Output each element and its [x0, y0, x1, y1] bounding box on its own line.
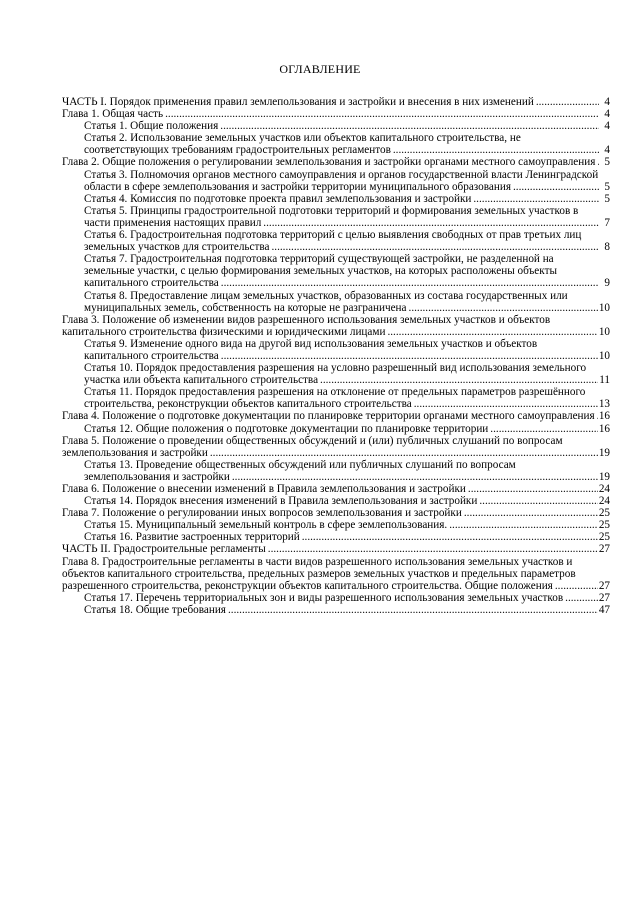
- toc-entry-part[interactable]: [62, 96, 610, 108]
- toc-entry-article[interactable]: [62, 495, 610, 507]
- toc-entry-text: Статья 5. Принципы градостроительной подготовки территорий и формирования земельных участков в части применения настоящих правил .....: [84, 205, 599, 229]
- toc-entry-text: Статья 17. Перечень территориальных зон и виды разрешенного использования земельных участков .....: [84, 592, 598, 604]
- toc-entry-page-number: 25: [598, 519, 610, 532]
- toc-entry-text: Статья 4. Комиссия по подготовке проекта правил землепользования и застройки .....: [84, 193, 599, 205]
- toc-entry-article[interactable]: [62, 205, 610, 229]
- toc-entry-text: Статья 6. Градостроительная подготовка территорий с целью выявления свободных от прав третьих лиц земельных участков для строительства .....: [84, 229, 599, 253]
- toc-entry-page-number: 4: [599, 96, 610, 108]
- toc-entry-text: Статья 1. Общие положения .....: [84, 120, 599, 132]
- toc-entry-article[interactable]: [62, 290, 610, 314]
- toc-entry-page-number: 10: [598, 325, 610, 338]
- toc-entry-text: Статья 11. Порядок предоставления разрешения на отклонение от предельных параметров разрешённого строительства, реконструкции объектов капитального строительства .....: [84, 386, 598, 410]
- toc-entry-chapter[interactable]: [62, 314, 610, 338]
- toc-entry-text: Статья 12. Общие положения о подготовке документации по планировке территории .....: [84, 423, 598, 435]
- toc-entry-page-number: 10: [598, 301, 610, 314]
- toc-entry-article[interactable]: [62, 604, 610, 616]
- toc-entry-article[interactable]: [62, 132, 610, 156]
- toc-entry-page-number: 16: [598, 422, 610, 435]
- toc-entry-page-number: 19: [598, 470, 610, 483]
- toc-entry-text: Глава 2. Общие положения о регулировании землепользования и застройки органами местного самоуправления .....: [62, 156, 599, 168]
- toc-entry-page-number: 19: [598, 446, 610, 459]
- toc-entry-page-number: 13: [598, 398, 610, 411]
- toc-entry-article[interactable]: [62, 253, 610, 289]
- toc-entry-page-number: 24: [598, 483, 610, 495]
- toc-entry-text: Глава 5. Положение о проведении общественных обсуждений и (или) публичных слушаний по вопросам землепользования и застройки .....: [62, 435, 598, 459]
- toc-entry-text: Глава 8. Градостроительные регламенты в части видов разрешенного использования земельных участков и объектов капитального строительства, предельных размеров земельных участков и предельных параметров разрешенного строительства, реконструкции объектов капитального строительства. Общие положения .....: [62, 556, 598, 592]
- toc-entry-chapter[interactable]: [62, 156, 610, 168]
- toc-entry-article[interactable]: [62, 120, 610, 132]
- toc-entry-text: Статья 9. Изменение одного вида на другой вид использования земельных участков и объектов капитального строительства .....: [84, 338, 598, 362]
- toc-entry-chapter[interactable]: [62, 507, 610, 519]
- toc-entry-article[interactable]: [62, 338, 610, 362]
- toc-entry-article[interactable]: [62, 423, 610, 435]
- toc-entry-page-number: 27: [598, 543, 610, 556]
- toc-entry-text: Статья 2. Использование земельных участков или объектов капитального строительства, не соответствующих требованиям градостроительных регламентов .....: [84, 132, 599, 156]
- toc-entry-page-number: 11: [599, 374, 610, 387]
- toc-entry-text: ЧАСТЬ I. Порядок применения правил землепользования и застройки и внесения в них изменений .....: [62, 96, 599, 108]
- toc-entry-page-number: 10: [598, 349, 610, 362]
- toc-entry-text: Статья 3. Полномочия органов местного самоуправления и органов государственной власти Ленинградской области в сфере землепользования и застройки территории муниципального образования .....: [84, 169, 599, 193]
- toc-entry-page-number: 4: [599, 120, 610, 132]
- toc-entry-chapter[interactable]: [62, 556, 610, 592]
- toc-entry-article[interactable]: [62, 193, 610, 205]
- toc-entry-text: Глава 7. Положение о регулировании иных вопросов землепользования и застройки .....: [62, 507, 598, 519]
- toc-entry-text: Статья 14. Порядок внесения изменений в Правила землепользования и застройки .....: [84, 495, 598, 507]
- toc-entry-chapter[interactable]: [62, 435, 610, 459]
- toc-entry-text: ЧАСТЬ II. Градостроительные регламенты .....: [62, 543, 598, 555]
- toc-entry-page-number: 25: [598, 531, 610, 544]
- toc-entry-text: Статья 15. Муниципальный земельный контроль в сфере землепользования. .....: [84, 519, 598, 531]
- toc-entry-part[interactable]: [62, 543, 610, 555]
- toc-entry-text: Статья 18. Общие требования .....: [84, 604, 598, 616]
- toc-entry-article[interactable]: [62, 229, 610, 253]
- toc-entry-page-number: 25: [598, 507, 610, 520]
- toc-entry-text: Статья 10. Порядок предоставления разрешения на условно разрешенный вид использования земельного участка или объекта капитального строительства .....: [84, 362, 598, 386]
- toc-entry-text: Статья 7. Градостроительная подготовка территорий существующей застройки, не разделенной на земельные участки, с целью формирования земельных участков, на которых расположены объекты капитального строительства .....: [84, 253, 599, 289]
- toc-entry-text: Статья 8. Предоставление лицам земельных участков, образованных из состава государственных или муниципальных земель, собственность на которые не разграничена .....: [84, 290, 598, 314]
- toc-entry-article[interactable]: [62, 169, 610, 193]
- toc-entry-article[interactable]: [62, 362, 610, 386]
- toc-entry-article[interactable]: [62, 592, 610, 604]
- toc-entry-text: Глава 6. Положение о внесении изменений в Правила землепользования и застройки .....: [62, 483, 598, 495]
- toc-entry-page-number: 7: [599, 217, 610, 229]
- toc-entry-page-number: 5: [599, 193, 610, 205]
- toc-entry-text: Глава 1. Общая часть .....: [62, 108, 599, 120]
- toc-entry-text: Статья 16. Развитие застроенных территорий .....: [84, 531, 598, 543]
- toc-entry-chapter[interactable]: [62, 410, 610, 422]
- table-of-contents: [62, 96, 610, 616]
- toc-entry-page-number: 4: [599, 108, 610, 120]
- toc-entry-article[interactable]: [62, 386, 610, 410]
- toc-entry-page-number: 24: [598, 495, 610, 508]
- toc-entry-chapter[interactable]: [62, 483, 610, 495]
- toc-entry-text: Статья 13. Проведение общественных обсуждений или публичных слушаний по вопросам землепользования и застройки .....: [84, 459, 598, 483]
- toc-entry-page-number: 5: [599, 156, 610, 168]
- toc-entry-page-number: 27: [598, 579, 610, 592]
- toc-entry-page-number: 9: [599, 277, 610, 289]
- toc-entry-page-number: 4: [599, 144, 610, 156]
- toc-entry-text: Глава 4. Положение о подготовке документации по планировке территории органами местного самоуправления .....: [62, 410, 598, 422]
- toc-title: ОГЛАВЛЕНИЕ: [279, 62, 361, 76]
- toc-entry-chapter[interactable]: [62, 108, 610, 120]
- toc-entry-page-number: 5: [599, 181, 610, 193]
- toc-entry-text: Глава 3. Положение об изменении видов разрешенного использования земельных участков и объектов капитального строительства физическими и юридическими лицами .....: [62, 314, 598, 338]
- toc-entry-page-number: 27: [598, 591, 610, 604]
- toc-entry-page-number: 16: [598, 410, 610, 423]
- toc-entry-article[interactable]: [62, 459, 610, 483]
- toc-entry-article[interactable]: [62, 519, 610, 531]
- toc-entry-page-number: 8: [599, 241, 610, 253]
- toc-entry-page-number: 47: [598, 603, 610, 616]
- toc-entry-article[interactable]: [62, 531, 610, 543]
